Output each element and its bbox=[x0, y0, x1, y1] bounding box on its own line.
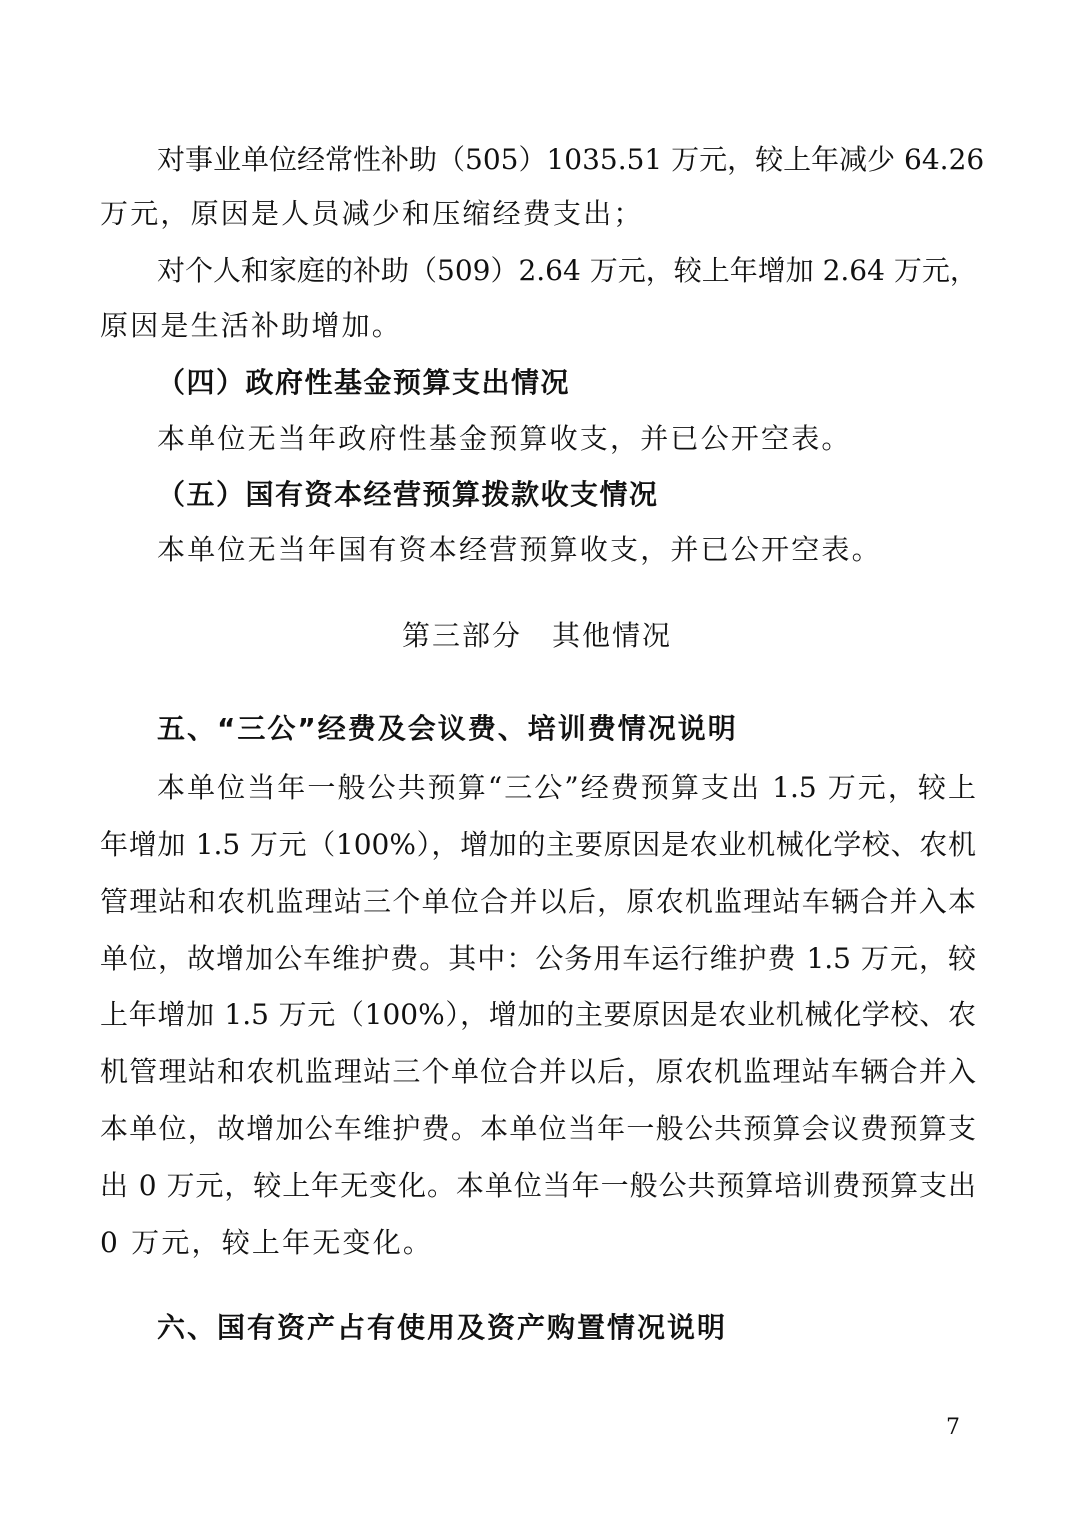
part-title: 第三部分 其他情况 bbox=[401, 619, 672, 652]
page-number: 7 bbox=[946, 1415, 960, 1440]
paragraph-line: 本单位当年一般公共预算“三公”经费预算支出 1.5 万元，较上 bbox=[157, 771, 976, 804]
paragraph-line: 单位，故增加公车维护费。其中：公务用车运行维护费 1.5 万元，较 bbox=[100, 942, 976, 975]
paragraph-line: 万元，原因是人员减少和压缩经费支出； bbox=[100, 197, 644, 230]
chapter-heading: 六、国有资产占有使用及资产购置情况说明 bbox=[157, 1311, 728, 1344]
paragraph-line: 对个人和家庭的补助（509）2.64 万元，较上年增加 2.64 万元， bbox=[157, 254, 978, 287]
paragraph-line: 上年增加 1.5 万元（100%），增加的主要原因是农业机械化学校、农 bbox=[100, 998, 976, 1031]
paragraph-line: 0 万元，较上年无变化。 bbox=[100, 1226, 434, 1259]
section-heading: （五）国有资本经营预算拨款收支情况 bbox=[157, 478, 659, 511]
paragraph-line: 本单位无当年政府性基金预算收支，并已公开空表。 bbox=[157, 422, 852, 455]
paragraph-line: 本单位无当年国有资本经营预算收支，并已公开空表。 bbox=[157, 533, 882, 566]
paragraph-line: 出 0 万元，较上年无变化。本单位当年一般公共预算培训费预算支出 bbox=[100, 1169, 976, 1202]
paragraph-line: 年增加 1.5 万元（100%），增加的主要原因是农业机械化学校、农机 bbox=[100, 828, 976, 861]
section-heading: （四）政府性基金预算支出情况 bbox=[157, 366, 571, 399]
chapter-heading: 五、“三公”经费及会议费、培训费情况说明 bbox=[157, 712, 738, 745]
paragraph-line: 机管理站和农机监理站三个单位合并以后，原农机监理站车辆合并入 bbox=[100, 1055, 976, 1088]
paragraph-line: 原因是生活补助增加。 bbox=[100, 309, 403, 342]
paragraph-line: 对事业单位经常性补助（505）1035.51 万元，较上年减少 64.26 bbox=[157, 143, 985, 176]
paragraph-line: 本单位，故增加公车维护费。本单位当年一般公共预算会议费预算支 bbox=[100, 1112, 976, 1145]
paragraph-line: 管理站和农机监理站三个单位合并以后，原农机监理站车辆合并入本 bbox=[100, 885, 976, 918]
